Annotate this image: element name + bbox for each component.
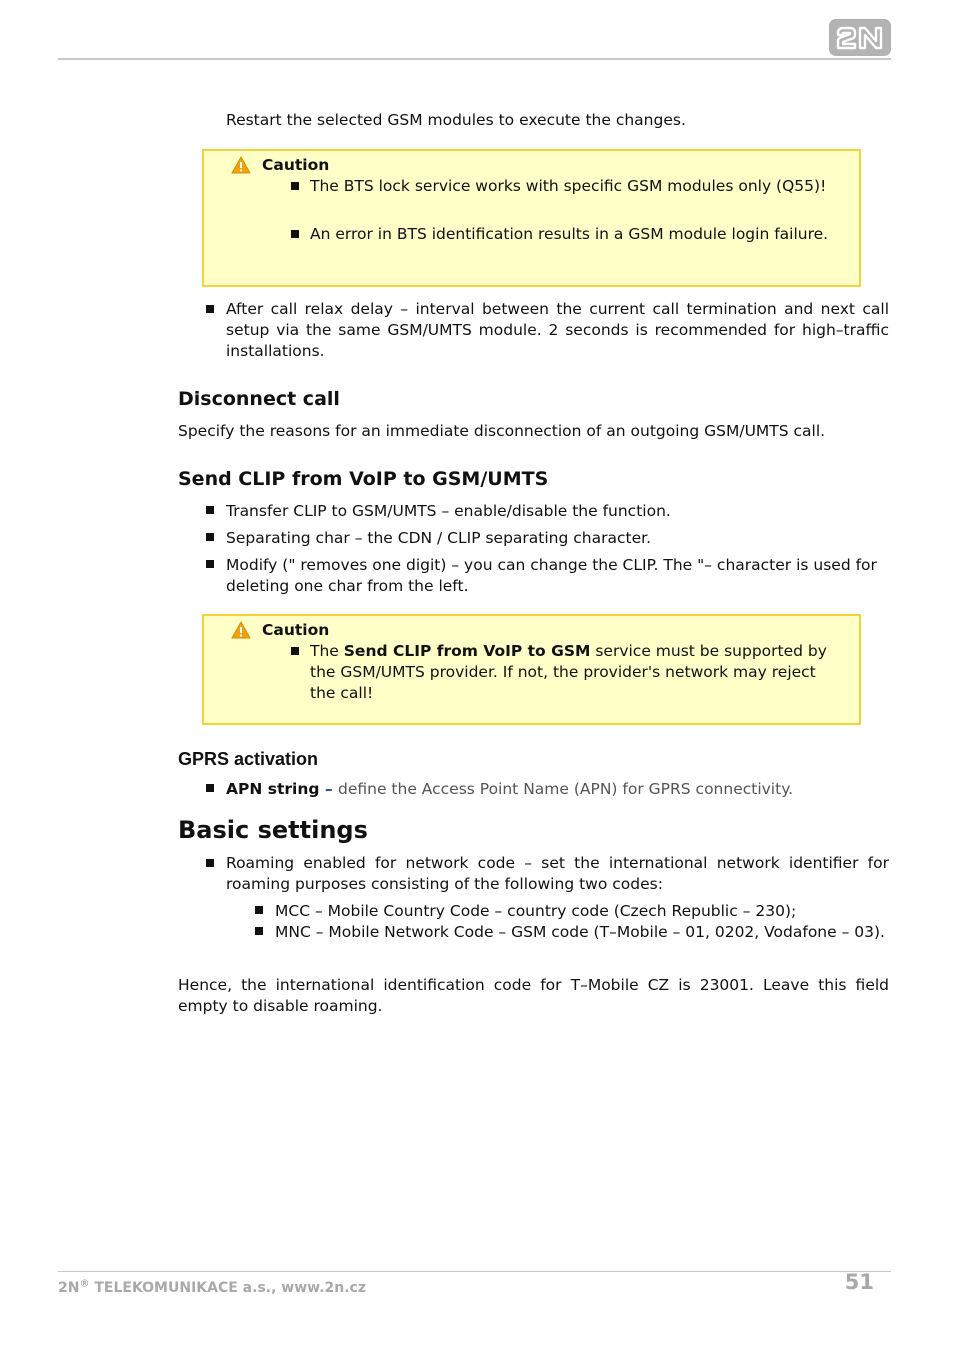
caution-item bbox=[310, 641, 830, 704]
page-number: 51 bbox=[844, 1270, 874, 1294]
footer-rule bbox=[58, 1271, 891, 1272]
bullet-icon bbox=[206, 859, 214, 867]
clip-item: Transfer CLIP to GSM/UMTS – enable/disable the function. bbox=[226, 502, 671, 520]
mnc-item: MNC – Mobile Network Code – GSM code (T–Mobile – 01, 0202, Vodafone – 03). bbox=[275, 923, 885, 941]
brand-logo bbox=[829, 19, 891, 56]
clip-item: Modify (" removes one digit) – you can change the CLIP. The "– character is used for deleting one char from the left. bbox=[226, 556, 877, 595]
registered-mark: ® bbox=[79, 1278, 90, 1290]
apn-text: define the Access Point Name (APN) for GPRS connectivity. bbox=[338, 780, 794, 798]
heading-basic-settings: Basic settings bbox=[178, 816, 368, 844]
bullet-icon bbox=[291, 647, 299, 655]
apn-term: APN string bbox=[226, 780, 320, 798]
intro-text: Restart the selected GSM modules to execute the changes. bbox=[226, 111, 686, 129]
apn-dash: – bbox=[319, 780, 338, 798]
bullet-icon bbox=[206, 560, 214, 568]
bullet-icon bbox=[255, 927, 263, 935]
heading-disconnect-call: Disconnect call bbox=[178, 388, 340, 410]
caution-item: The BTS lock service works with specific GSM modules only (Q55)! bbox=[310, 177, 827, 195]
bullet-icon bbox=[255, 906, 263, 914]
bullet-icon bbox=[206, 784, 214, 792]
warning-icon bbox=[231, 621, 251, 639]
header-rule bbox=[58, 58, 891, 60]
hence-text: Hence, the international identification code for T–Mobile CZ is 23001. Leave this field empty to disable roaming. bbox=[178, 976, 889, 1015]
disconnect-text: Specify the reasons for an immediate disconnection of an outgoing GSM/UMTS call. bbox=[178, 422, 826, 440]
caution-box-bts bbox=[202, 149, 861, 287]
caution-box-clip bbox=[202, 614, 861, 725]
bullet-icon bbox=[206, 506, 214, 514]
caution-title: Caution bbox=[262, 156, 330, 174]
footer-company-text: TELEKOMUNIKACE a.s., www.2n.cz bbox=[89, 1280, 366, 1296]
footer-brand: 2N bbox=[58, 1280, 80, 1296]
caution-item: An error in BTS identification results in a GSM module login failure. bbox=[310, 225, 829, 243]
mcc-item: MCC – Mobile Country Code – country code (Czech Republic – 230); bbox=[275, 902, 797, 920]
caution-rest: service must be supported by the GSM/UMTS provider. If not, the provider's network may reject the call! bbox=[310, 642, 827, 702]
logo-2n-icon bbox=[834, 25, 886, 51]
warning-icon bbox=[231, 156, 251, 174]
bullet-icon bbox=[291, 230, 299, 238]
caution-prefix: The bbox=[310, 642, 344, 660]
relax-delay-text: After call relax delay – interval between the current call termination and next call setup via the same GSM/UMTS module. 2 seconds is recommended for high–traffic installations. bbox=[226, 300, 889, 360]
caution-bold-term: Send CLIP from VoIP to GSM bbox=[343, 642, 591, 660]
bullet-icon bbox=[206, 533, 214, 541]
clip-item: Separating char – the CDN / CLIP separating character. bbox=[226, 529, 651, 547]
heading-gprs-activation: GPRS activation bbox=[178, 749, 319, 769]
bullet-icon bbox=[206, 305, 214, 313]
caution-title: Caution bbox=[262, 621, 330, 639]
bullet-icon bbox=[291, 182, 299, 190]
heading-send-clip: Send CLIP from VoIP to GSM/UMTS bbox=[178, 468, 549, 490]
footer-company bbox=[58, 1278, 366, 1299]
roaming-text: Roaming enabled for network code – set the international network identifier for roaming purposes consisting of the following two codes: bbox=[226, 854, 889, 893]
gprs-item bbox=[226, 779, 889, 800]
